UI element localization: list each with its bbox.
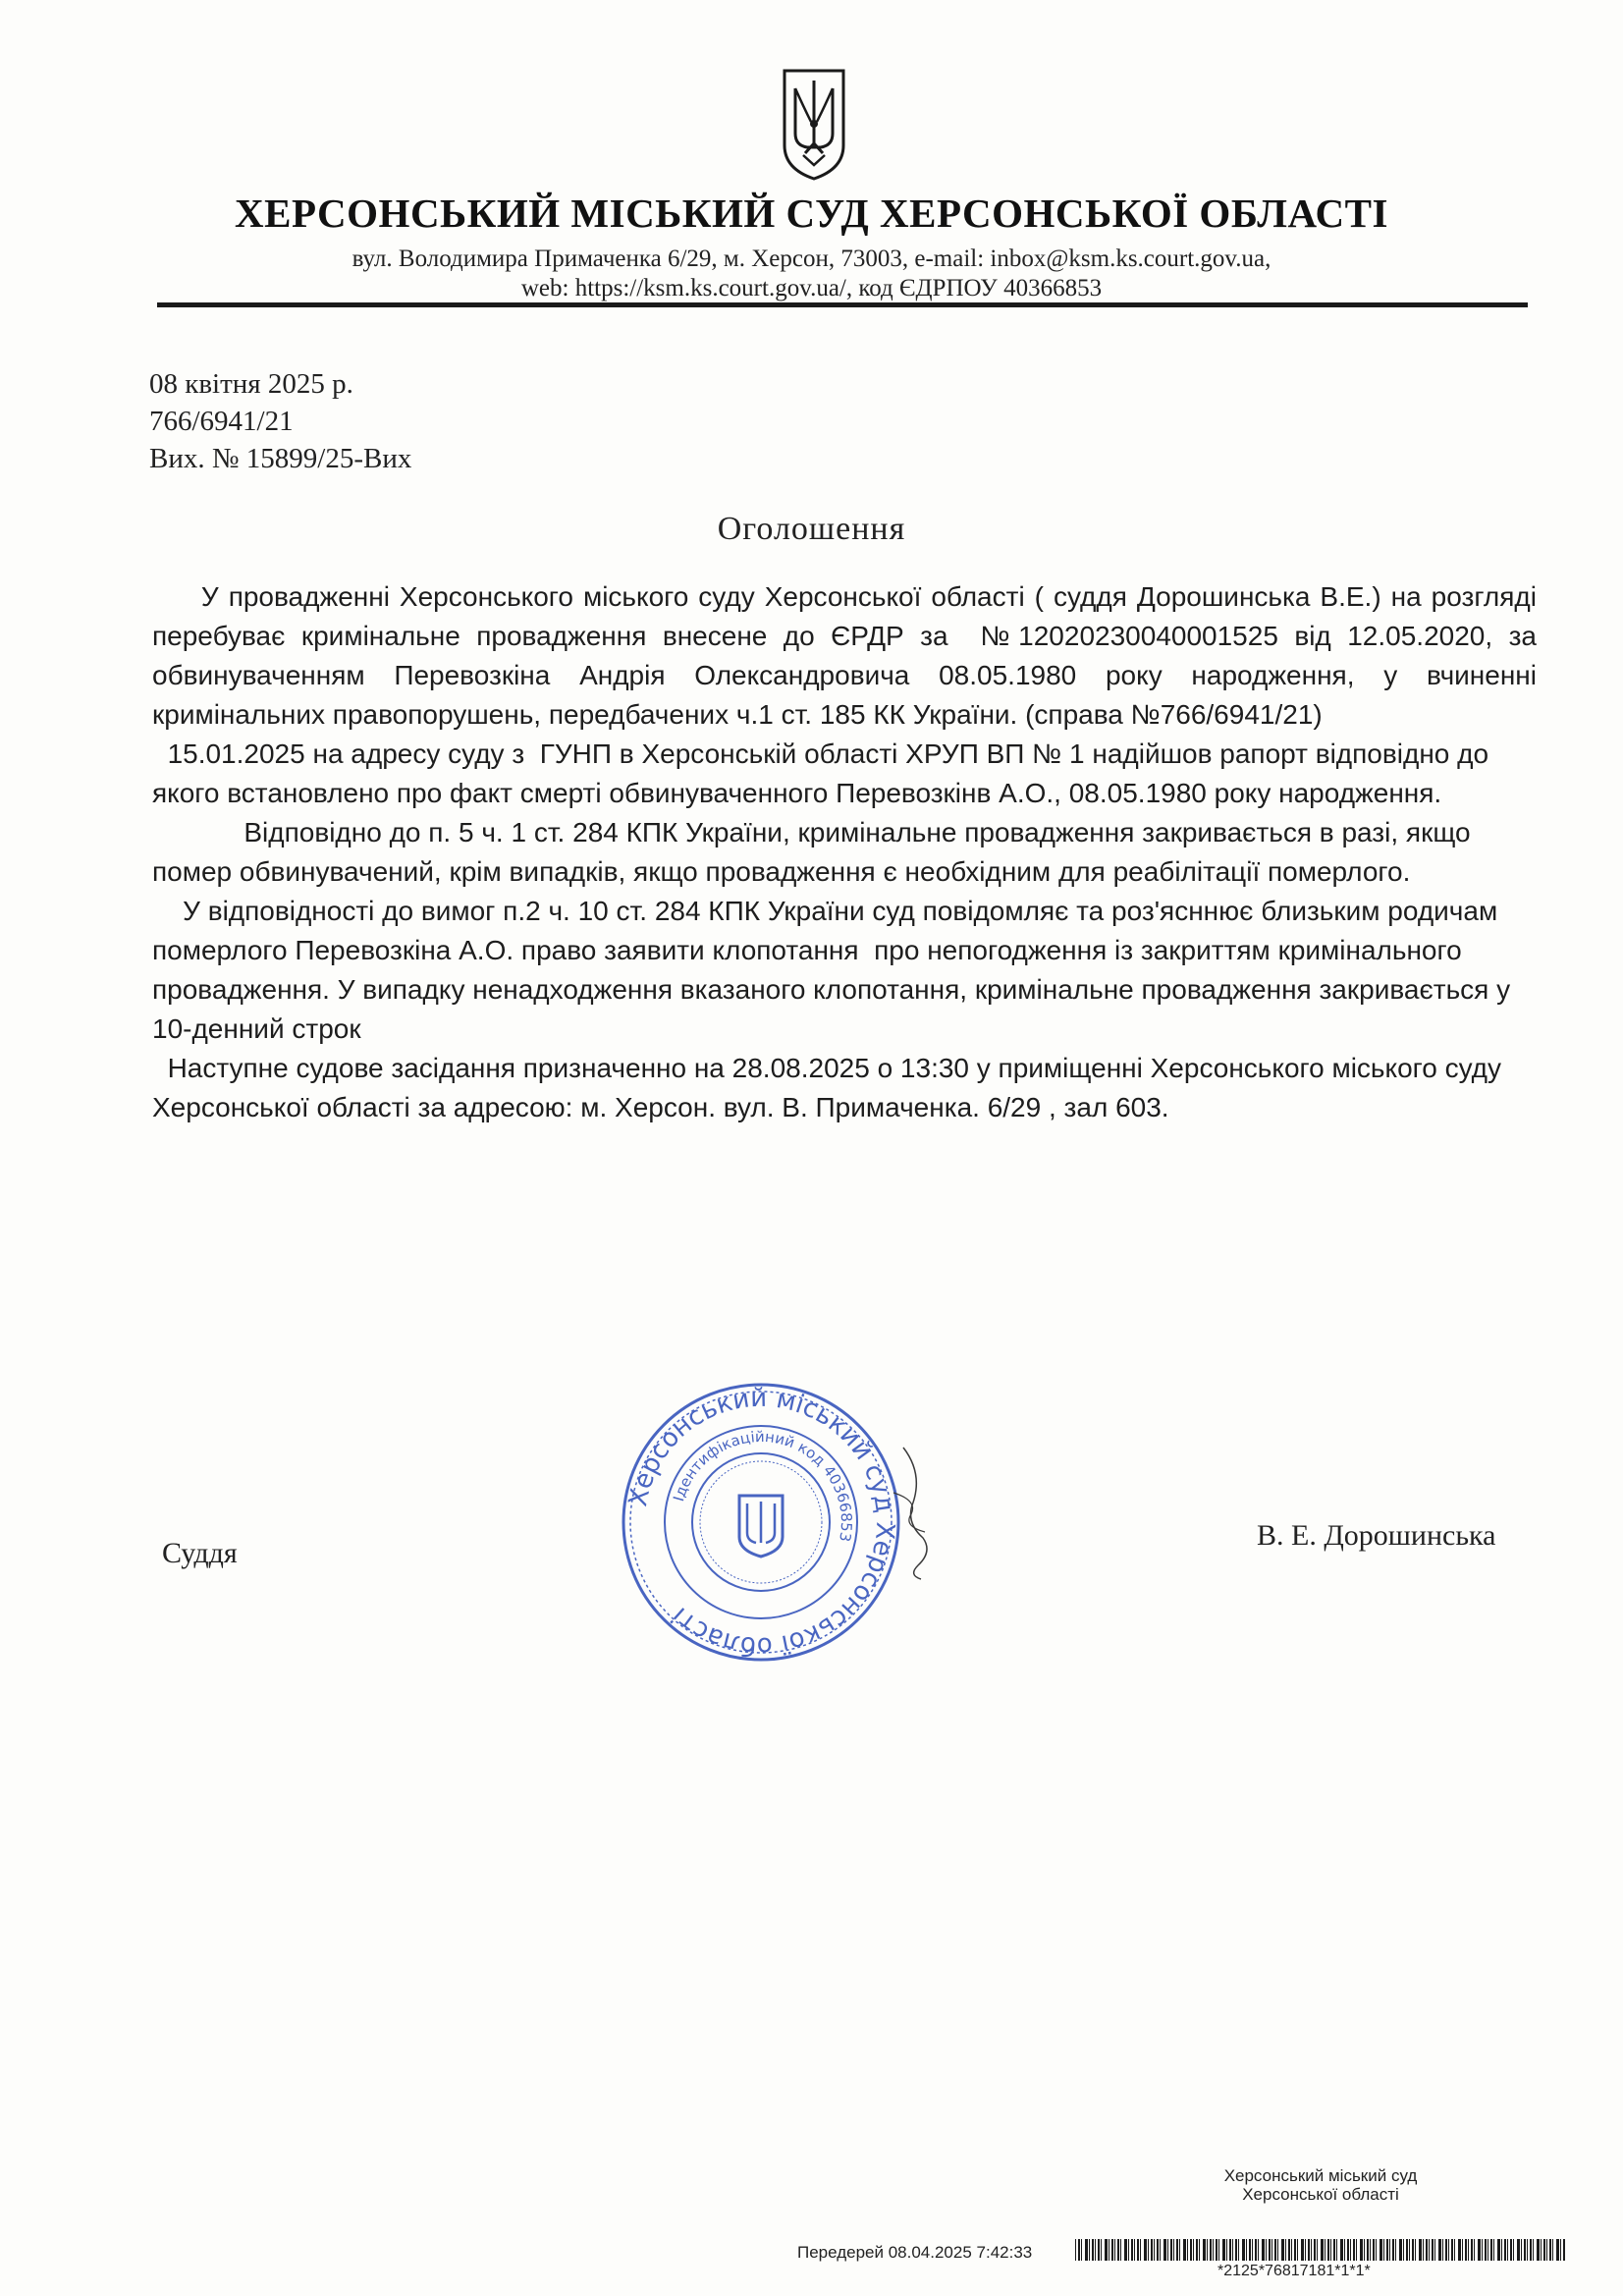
barcode-code: *2125*76817181*1*1* [1217, 2263, 1371, 2279]
court-web-and-code: web: https://ksm.ks.court.gov.ua/, код ЄДРПОУ 40366853 [520, 275, 1103, 301]
document-date: 08 квітня 2025 р. [149, 368, 353, 400]
registration-stamp: Передерей 08.04.2025 7:42:33 [797, 2243, 1033, 2262]
document-body [152, 577, 1544, 1127]
outgoing-number: Вих. № 15899/25-Вих [149, 443, 412, 474]
paragraph-3: Відповідно до п. 5 ч. 1 ст. 284 КПК України, кримінальне провадження закривається в разі, якщо помер обвинувачений, крім випадків, якщо провадження є необхідним для реабілітації померлого. [152, 817, 1479, 887]
footer-court-line1: Херсонський міський суд [1223, 2166, 1418, 2185]
footer-court-name [1163, 2166, 1478, 2204]
court-seal [619, 1380, 903, 1665]
coat-of-arms [782, 67, 846, 183]
paragraph-2: 15.01.2025 на адресу суду з ГУНП в Херсонській області ХРУП ВП № 1 надійшов рапорт відповідно до якого встановлено про факт смерті обвинуваченного Перевозкінв А.О., 08.05.1980 року народження. [152, 738, 1496, 808]
paragraph-1: У провадженні Херсонського міського суду Херсонської області ( суддя Дорошинська В.Е.) на розгляді перебуває кримінальне провадження внесене до ЄРДР за №12020230040001525 від 12.05.2020, за обвинуваченням Перевозкіна Андрія Олександровича 08.05.1980 року народження, у вчиненні кримінальних правопорушень, передбачених ч.1 ст. 185 КК України. (справа №766/6941/21) [152, 581, 1544, 730]
footer-court-line2: Херсонської області [1242, 2185, 1399, 2204]
paragraph-4: У відповідності до вимог п.2 ч. 10 ст. 284 КПК України суд повідомляє та роз'ясннює близьким родичам померлого Перевозкіна А.О. право заявити клопотання про непогодження із закриттям кримінального провадження. У випадку ненадходження вказаного клопотання, кримінальне провадження закривається у 10-денний строк [152, 896, 1518, 1044]
signature-name: В. Е. Дорошинська [1257, 1519, 1496, 1552]
trident-coat-of-arms-icon [782, 67, 846, 183]
svg-text:Херсонський міський суд Херсон: Херсонський міський суд Херсонської області [623, 1383, 900, 1662]
paragraph-5: Наступне судове засідання призначенно на 28.08.2025 о 13:30 у приміщенні Херсонського міського суду Херсонської області за адресою: м. Херсон. вул. В. Примаченка. 6/29 , зал 603. [152, 1053, 1509, 1122]
court-address: вул. Володимира Примаченка 6/29, м. Херсон, 73003, e-mail: inbox@ksm.ks.court.gov.ua, [352, 246, 1271, 272]
court-name-title: ХЕРСОНСЬКИЙ МІСЬКИЙ СУД ХЕРСОНСЬКОЇ ОБЛАСТІ [235, 191, 1388, 236]
document-title: Оголошення [717, 511, 906, 547]
svg-text:Ідентифікаційний код 40366853: Ідентифікаційний код 40366853 [670, 1427, 856, 1544]
court-round-seal-icon [619, 1380, 903, 1665]
handwritten-signature [864, 1444, 952, 1581]
barcode [1075, 2239, 1566, 2261]
signature-role: Суддя [162, 1537, 238, 1569]
case-number: 766/6941/21 [149, 406, 294, 437]
header-divider [157, 302, 1528, 307]
